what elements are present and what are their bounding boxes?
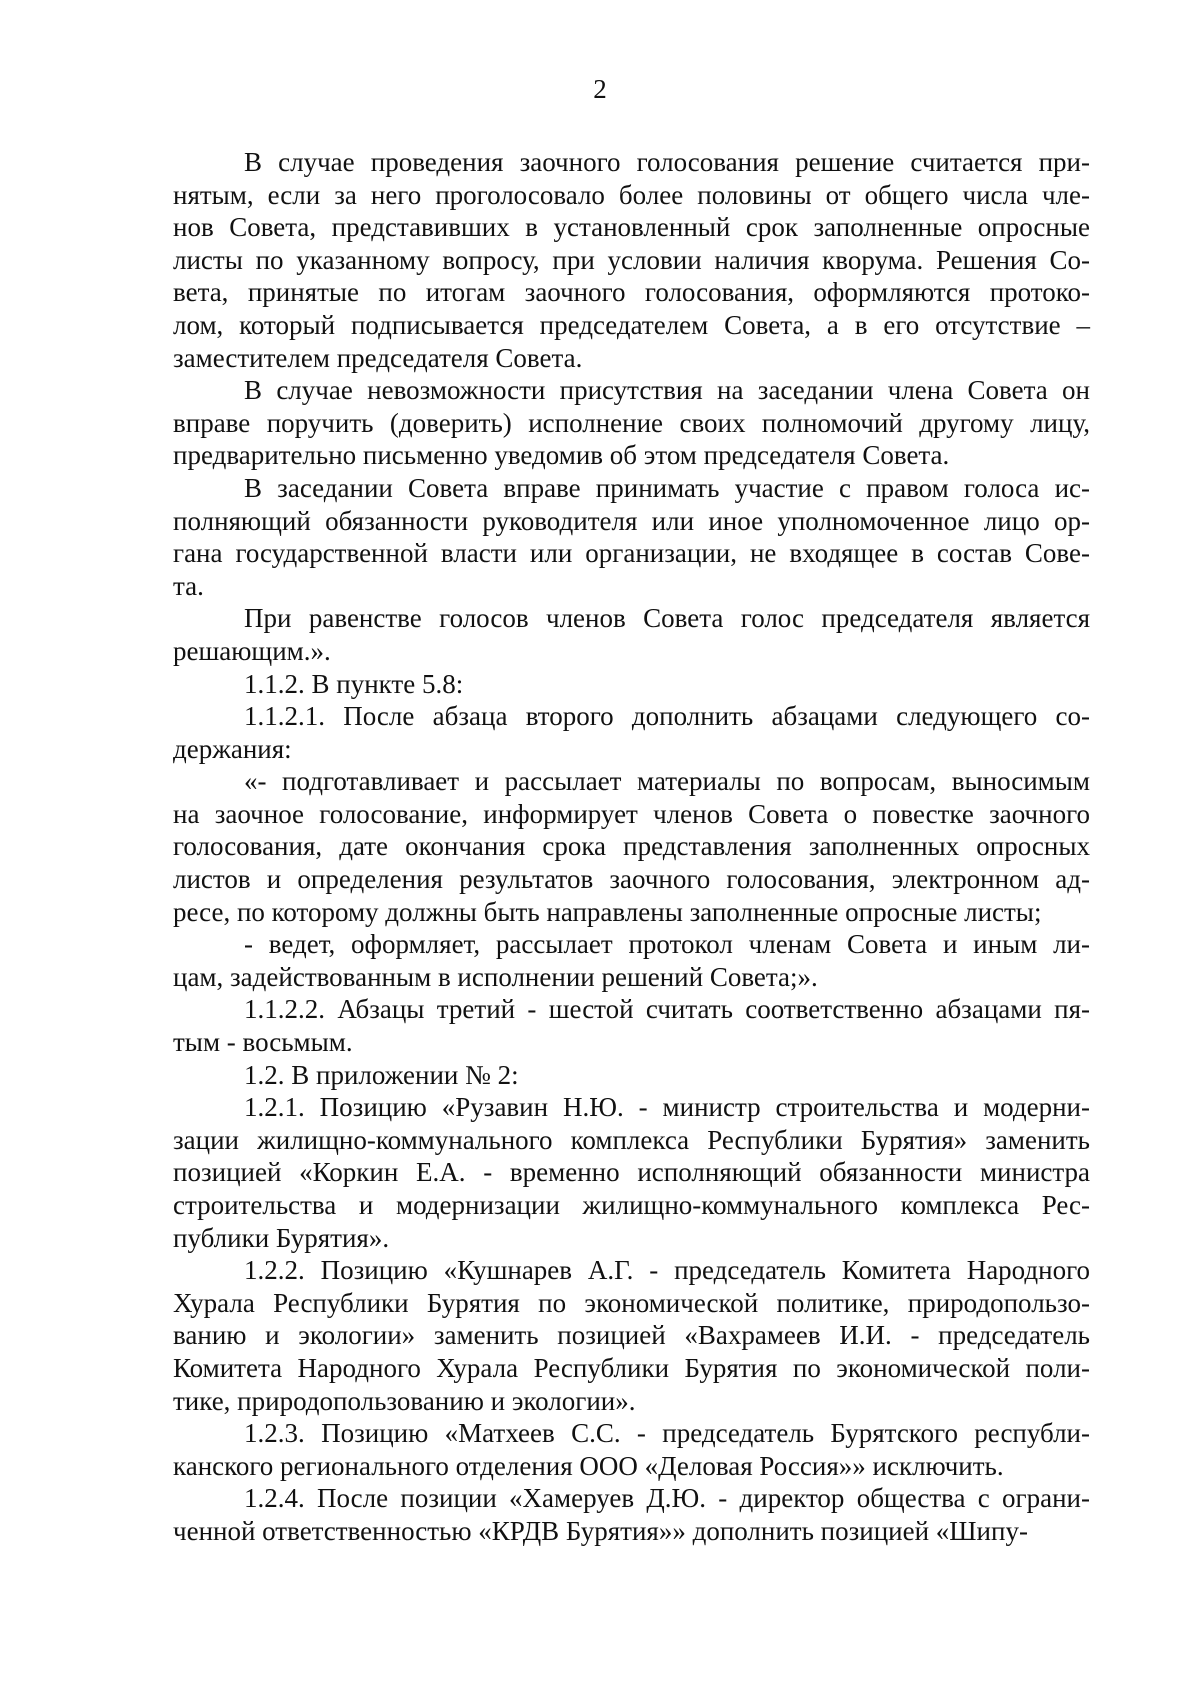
paragraph — [173, 1091, 1090, 1254]
paragraph-line: листов и определения результатов заочного голосования, электронном ад- — [173, 864, 1090, 895]
paragraph — [173, 374, 1090, 472]
paragraph-line: держания: — [173, 733, 292, 764]
paragraph-line: В случае проведения заочного голосования решение считается при- — [244, 147, 1090, 177]
paragraph-line: В заседании Совета вправе принимать участие с правом голоса ис- — [244, 472, 1090, 503]
paragraph-line: При равенстве голосов членов Совета голос председателя является — [244, 603, 1090, 634]
paragraph — [173, 1417, 1090, 1482]
paragraph-line: Комитета Народного Хурала Республики Бурятия по экономической поли- — [173, 1352, 1090, 1383]
paragraph-line: ресе, по которому должны быть направлены заполненные опросные листы; — [173, 896, 1042, 927]
paragraph-line: 1.2.3. Позицию «Матхеев С.С. - председатель Бурятского республи- — [244, 1418, 1090, 1449]
paragraph-line: нятым, если за него проголосовало более половины от общего числа чле- — [173, 179, 1090, 210]
paragraph-line: строительства и модернизации жилищно-коммунального комплекса Рес- — [173, 1190, 1090, 1220]
paragraph-line: предварительно письменно уведомив об этом председателя Совета. — [173, 440, 950, 471]
paragraph-line: публики Бурятия». — [173, 1222, 390, 1253]
paragraph-line: канского регионального отделения ООО «Деловая Россия»» исключить. — [173, 1450, 1004, 1481]
paragraph-line: тым - восьмым. — [173, 1027, 353, 1058]
paragraph-line: лом, который подписывается председателем Совета, а в его отсутствие – — [173, 309, 1090, 340]
paragraph-line: цам, задействованным в исполнении решений Совета;». — [173, 961, 818, 992]
document-body — [173, 146, 1090, 1548]
paragraph-line: 1.1.2. В пункте 5.8: — [244, 668, 464, 699]
paragraph-line: голосования, дате окончания срока представления заполненных опросных — [173, 831, 1090, 862]
paragraph-line: на заочное голосование, информирует членов Совета о повестке заочного — [173, 798, 1090, 829]
paragraph-line: та. — [173, 570, 204, 601]
paragraph-line: 1.2. В приложении № 2: — [244, 1059, 519, 1090]
paragraph — [173, 1482, 1090, 1547]
paragraph — [173, 928, 1090, 993]
paragraph — [173, 993, 1090, 1058]
paragraph-line: листы по указанному вопросу, при условии наличия кворума. Решения Со- — [173, 244, 1090, 275]
paragraph-line: заместителем председателя Совета. — [173, 342, 583, 373]
paragraph — [173, 472, 1090, 602]
paragraph — [173, 602, 1090, 667]
paragraph-line: гана государственной власти или организации, не входящее в состав Сове- — [173, 538, 1090, 569]
paragraph — [173, 1059, 1090, 1092]
paragraph — [173, 1254, 1090, 1417]
paragraph-line: 1.1.2.1. После абзаца второго дополнить абзацами следующего со- — [244, 701, 1090, 732]
paragraph-line: 1.2.2. Позицию «Кушнарев А.Г. - председатель Комитета Народного — [244, 1255, 1090, 1286]
paragraph — [173, 146, 1090, 374]
paragraph — [173, 700, 1090, 765]
paragraph — [173, 765, 1090, 928]
paragraph-line: зации жилищно-коммунального комплекса Республики Бурятия» заменить — [173, 1124, 1090, 1155]
paragraph-line: тике, природопользованию и экологии». — [173, 1385, 636, 1416]
paragraph-line: 1.2.4. После позиции «Хамеруев Д.Ю. - директор общества с ограни- — [244, 1483, 1090, 1514]
paragraph-line: вета, принятые по итогам заочного голосования, оформляются протоко- — [173, 277, 1090, 308]
paragraph-line: нов Совета, представивших в установленный срок заполненные опросные — [173, 212, 1090, 243]
paragraph-line: 1.1.2.2. Абзацы третий - шестой считать соответственно абзацами пя- — [244, 994, 1090, 1025]
paragraph-line: вправе поручить (доверить) исполнение своих полномочий другому лицу, — [173, 407, 1090, 438]
paragraph — [173, 668, 1090, 701]
paragraph-line: ванию и экологии» заменить позицией «Вахрамеев И.И. - председатель — [173, 1320, 1090, 1351]
page-number: 2 — [593, 74, 607, 104]
paragraph-line: решающим.». — [173, 635, 331, 666]
paragraph-line: «- подготавливает и рассылает материалы по вопросам, выносимым — [244, 766, 1090, 797]
paragraph-line: - ведет, оформляет, рассылает протокол членам Совета и иным ли- — [244, 929, 1090, 960]
paragraph-line: В случае невозможности присутствия на заседании члена Совета он — [244, 375, 1090, 406]
paragraph-line: Хурала Республики Бурятия по экономической политике, природопользо- — [173, 1287, 1090, 1318]
paragraph-line: 1.2.1. Позицию «Рузавин Н.Ю. - министр строительства и модерни- — [244, 1092, 1090, 1123]
paragraph-line: ченной ответственностью «КРДВ Бурятия»» дополнить позицией «Шипу- — [173, 1515, 1028, 1546]
paragraph-line: позицией «Коркин Е.А. - временно исполняющий обязанности министра — [173, 1157, 1090, 1188]
paragraph-line: полняющий обязанности руководителя или иное уполномоченное лицо ор- — [173, 505, 1090, 536]
